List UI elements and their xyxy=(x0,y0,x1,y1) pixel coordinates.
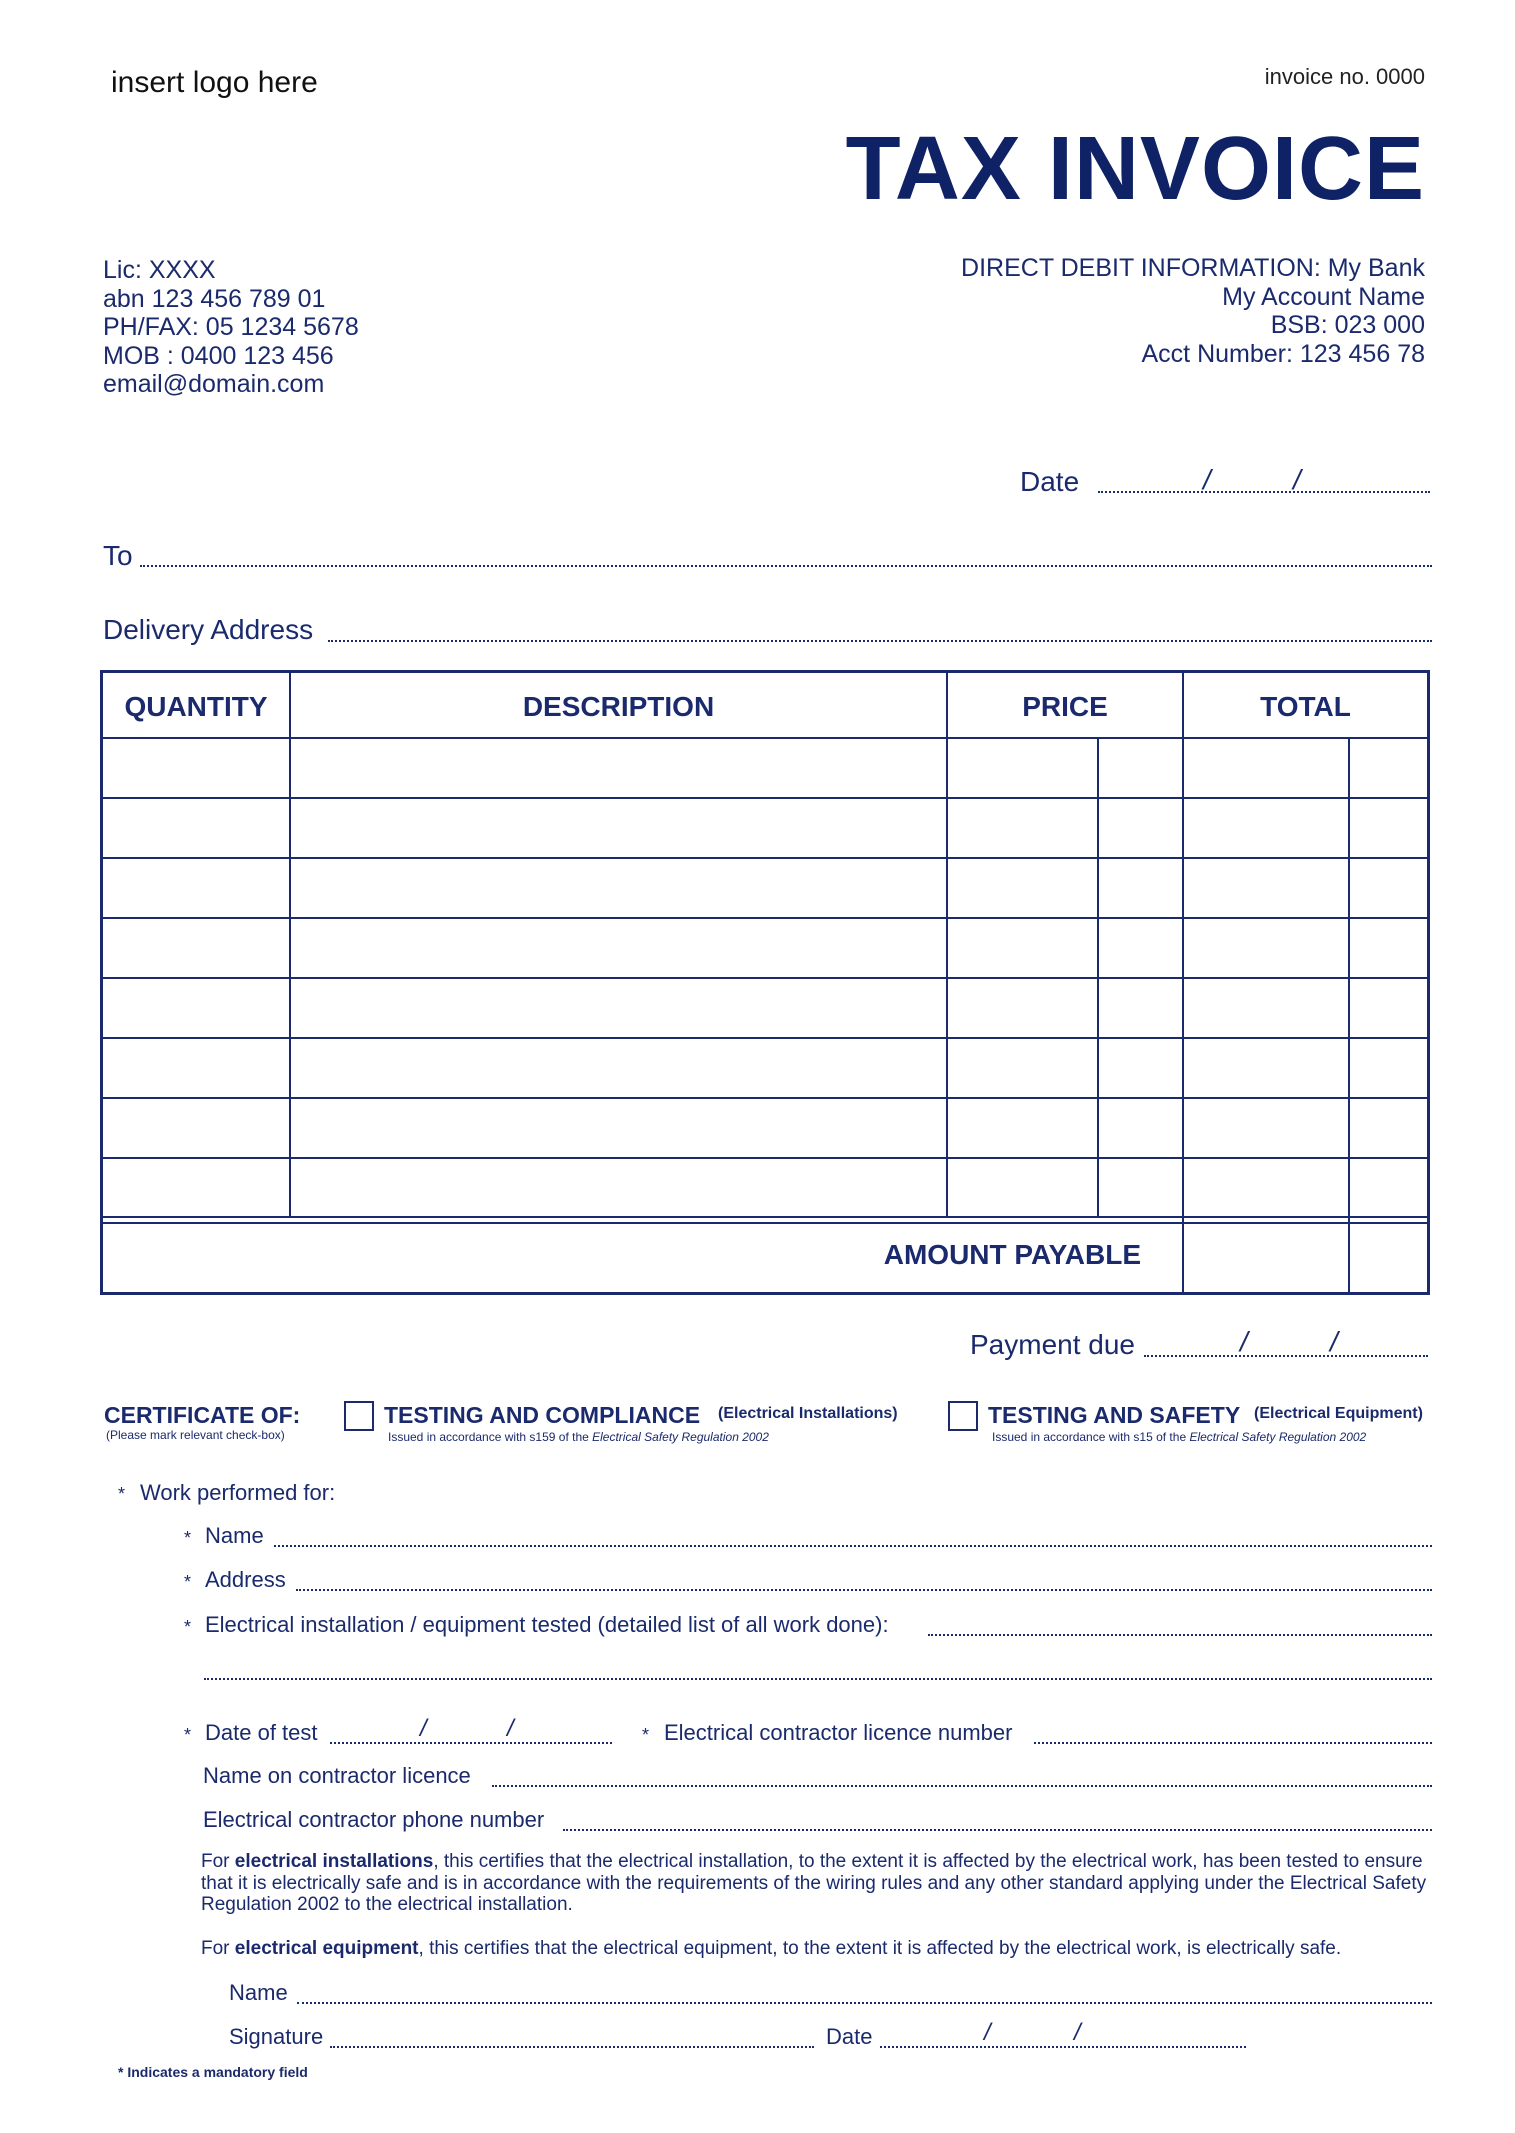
mobile-text: MOB : 0400 123 456 xyxy=(103,341,334,370)
licence-number-label: Electrical contractor licence number xyxy=(664,1720,1013,1745)
equipment-declaration xyxy=(201,1938,1432,1960)
invoice-number: invoice no. 0000 xyxy=(1264,64,1425,89)
email-text: email@domain.com xyxy=(103,370,325,398)
option-safety-regulation: Electrical Safety Regulation 2002 xyxy=(1189,1430,1367,1444)
option-safety-subtext-prefix: Issued in accordance with s15 of the xyxy=(992,1430,1190,1444)
work-address-field[interactable] xyxy=(296,1589,1432,1591)
declaration-prefix: For xyxy=(201,1851,235,1872)
payment-slash-2: / xyxy=(1330,1326,1338,1357)
table-row-line xyxy=(103,797,1427,799)
date-label: Date xyxy=(1020,466,1080,497)
column-header-total: TOTAL xyxy=(1260,691,1351,722)
date-slash-2: / xyxy=(1293,464,1301,495)
to-field[interactable] xyxy=(140,565,1432,567)
equipment-tested-field-line2[interactable] xyxy=(204,1678,1432,1680)
equipment-tested-label: Electrical installation / equipment tested (detailed list of all work done): xyxy=(205,1612,889,1637)
test-date-slash-1: / xyxy=(420,1715,427,1742)
bank-line-1: DIRECT DEBIT INFORMATION: My Bank xyxy=(961,254,1425,282)
equipment-tested-field[interactable] xyxy=(928,1634,1432,1636)
option-compliance-regulation: Electrical Safety Regulation 2002 xyxy=(592,1430,769,1444)
work-name-label: Name xyxy=(205,1523,264,1548)
table-col-divider xyxy=(289,673,291,1218)
name-on-licence-label: Name on contractor licence xyxy=(203,1763,471,1788)
sign-date-slash-2: / xyxy=(1074,2019,1081,2046)
date-of-test-label: Date of test xyxy=(205,1720,318,1745)
declaration-text: , this certifies that the electrical equipment, to the extent it is affected by the electrical work, is electrically safe. xyxy=(418,1938,1342,1959)
bank-line-2: My Account Name xyxy=(1222,282,1425,311)
mandatory-star: * xyxy=(184,1617,192,1637)
contractor-phone-field[interactable] xyxy=(563,1829,1432,1831)
delivery-address-field[interactable] xyxy=(328,640,1432,642)
signature-field[interactable] xyxy=(330,2046,814,2048)
mandatory-star: * xyxy=(184,1725,192,1745)
licence-text: Lic: XXXX xyxy=(103,256,216,284)
to-label: To xyxy=(103,540,133,571)
column-header-description: DESCRIPTION xyxy=(522,691,715,722)
option-compliance-subtext-prefix: Issued in accordance with s159 of the xyxy=(388,1430,593,1444)
licence-number-field[interactable] xyxy=(1034,1742,1432,1744)
delivery-address-label: Delivery Address xyxy=(103,614,314,645)
table-row-line xyxy=(103,1097,1427,1099)
date-slash-1: / xyxy=(1203,464,1211,495)
option-compliance-subtext xyxy=(388,1430,769,1444)
column-header-price: PRICE xyxy=(1022,691,1108,722)
mandatory-star: * xyxy=(184,1572,192,1592)
table-row-line xyxy=(103,1222,1427,1224)
bank-info xyxy=(961,254,1425,368)
page-title: TAX INVOICE xyxy=(845,119,1425,219)
compliance-checkbox[interactable] xyxy=(344,1401,374,1431)
date-field[interactable] xyxy=(1098,491,1430,493)
table-row-line xyxy=(103,977,1427,979)
sign-date-slash-1: / xyxy=(984,2019,991,2046)
mandatory-star: * xyxy=(642,1725,650,1745)
safety-checkbox[interactable] xyxy=(948,1401,978,1431)
work-name-field[interactable] xyxy=(274,1545,1432,1547)
declaration-bold: electrical installations xyxy=(234,1851,434,1872)
table-row-line xyxy=(103,857,1427,859)
date-of-test-field[interactable] xyxy=(330,1742,612,1744)
logo-placeholder: insert logo here xyxy=(111,66,318,99)
contractor-phone-label: Electrical contractor phone number xyxy=(203,1807,545,1832)
abn-text: abn 123 456 789 01 xyxy=(103,284,326,313)
payment-due-label: Payment due xyxy=(970,1329,1135,1360)
payment-slash-1: / xyxy=(1240,1326,1248,1357)
option-safety-note: (Electrical Equipment) xyxy=(1254,1405,1423,1422)
option-compliance-note: (Electrical Installations) xyxy=(718,1405,898,1422)
table-row-line xyxy=(103,1216,1427,1218)
table-row-line xyxy=(103,1037,1427,1039)
signature-label: Signature xyxy=(229,2024,324,2049)
phone-fax-text: PH/FAX: 05 1234 5678 xyxy=(103,313,359,341)
table-col-divider xyxy=(946,673,948,1218)
name-on-licence-field[interactable] xyxy=(492,1785,1432,1787)
table-row-line xyxy=(103,1157,1427,1159)
sign-date-label: Date xyxy=(826,2024,873,2049)
installations-declaration xyxy=(201,1851,1432,1916)
amount-payable-label: AMOUNT PAYABLE xyxy=(883,1239,1141,1270)
total-cents-divider xyxy=(1348,737,1350,1292)
sign-name-field[interactable] xyxy=(297,2002,1432,2004)
table-col-divider xyxy=(1182,673,1184,1292)
declaration-text: , this certifies that the electrical installation, to the extent it is affected by the electrical work, has been tested to ensure that it is electrically safe and is in accordance with the requirements of the wiring rules and any other standard applying under the Electrical Safety Regulation 2002 to the electrical installation. xyxy=(201,1851,1427,1915)
declaration-prefix: For xyxy=(201,1938,235,1959)
sign-date-field[interactable] xyxy=(880,2046,1246,2048)
payment-due-field[interactable] xyxy=(1144,1355,1428,1357)
option-safety-title: TESTING AND SAFETY xyxy=(988,1402,1241,1428)
option-compliance-title: TESTING AND COMPLIANCE xyxy=(384,1402,701,1428)
business-info xyxy=(103,256,359,399)
bank-line-4: Acct Number: 123 456 78 xyxy=(1141,339,1425,368)
certificate-hint: (Please mark relevant check-box) xyxy=(106,1428,285,1442)
mandatory-star: * xyxy=(118,1484,126,1504)
invoice-table xyxy=(100,670,1430,1295)
sign-name-label: Name xyxy=(229,1980,288,2005)
work-performed-heading: Work performed for: xyxy=(140,1480,336,1505)
work-address-label: Address xyxy=(205,1567,286,1592)
mandatory-star: * xyxy=(184,1528,192,1548)
table-row-line xyxy=(103,917,1427,919)
declaration-bold: electrical equipment xyxy=(234,1938,419,1959)
option-safety-subtext xyxy=(992,1430,1366,1444)
table-header-divider xyxy=(103,737,1427,739)
mandatory-footnote: * Indicates a mandatory field xyxy=(118,2064,308,2080)
test-date-slash-2: / xyxy=(507,1715,514,1742)
bank-line-3: BSB: 023 000 xyxy=(1270,311,1425,339)
certificate-label: CERTIFICATE OF: xyxy=(104,1402,301,1428)
column-header-quantity: QUANTITY xyxy=(124,691,268,722)
